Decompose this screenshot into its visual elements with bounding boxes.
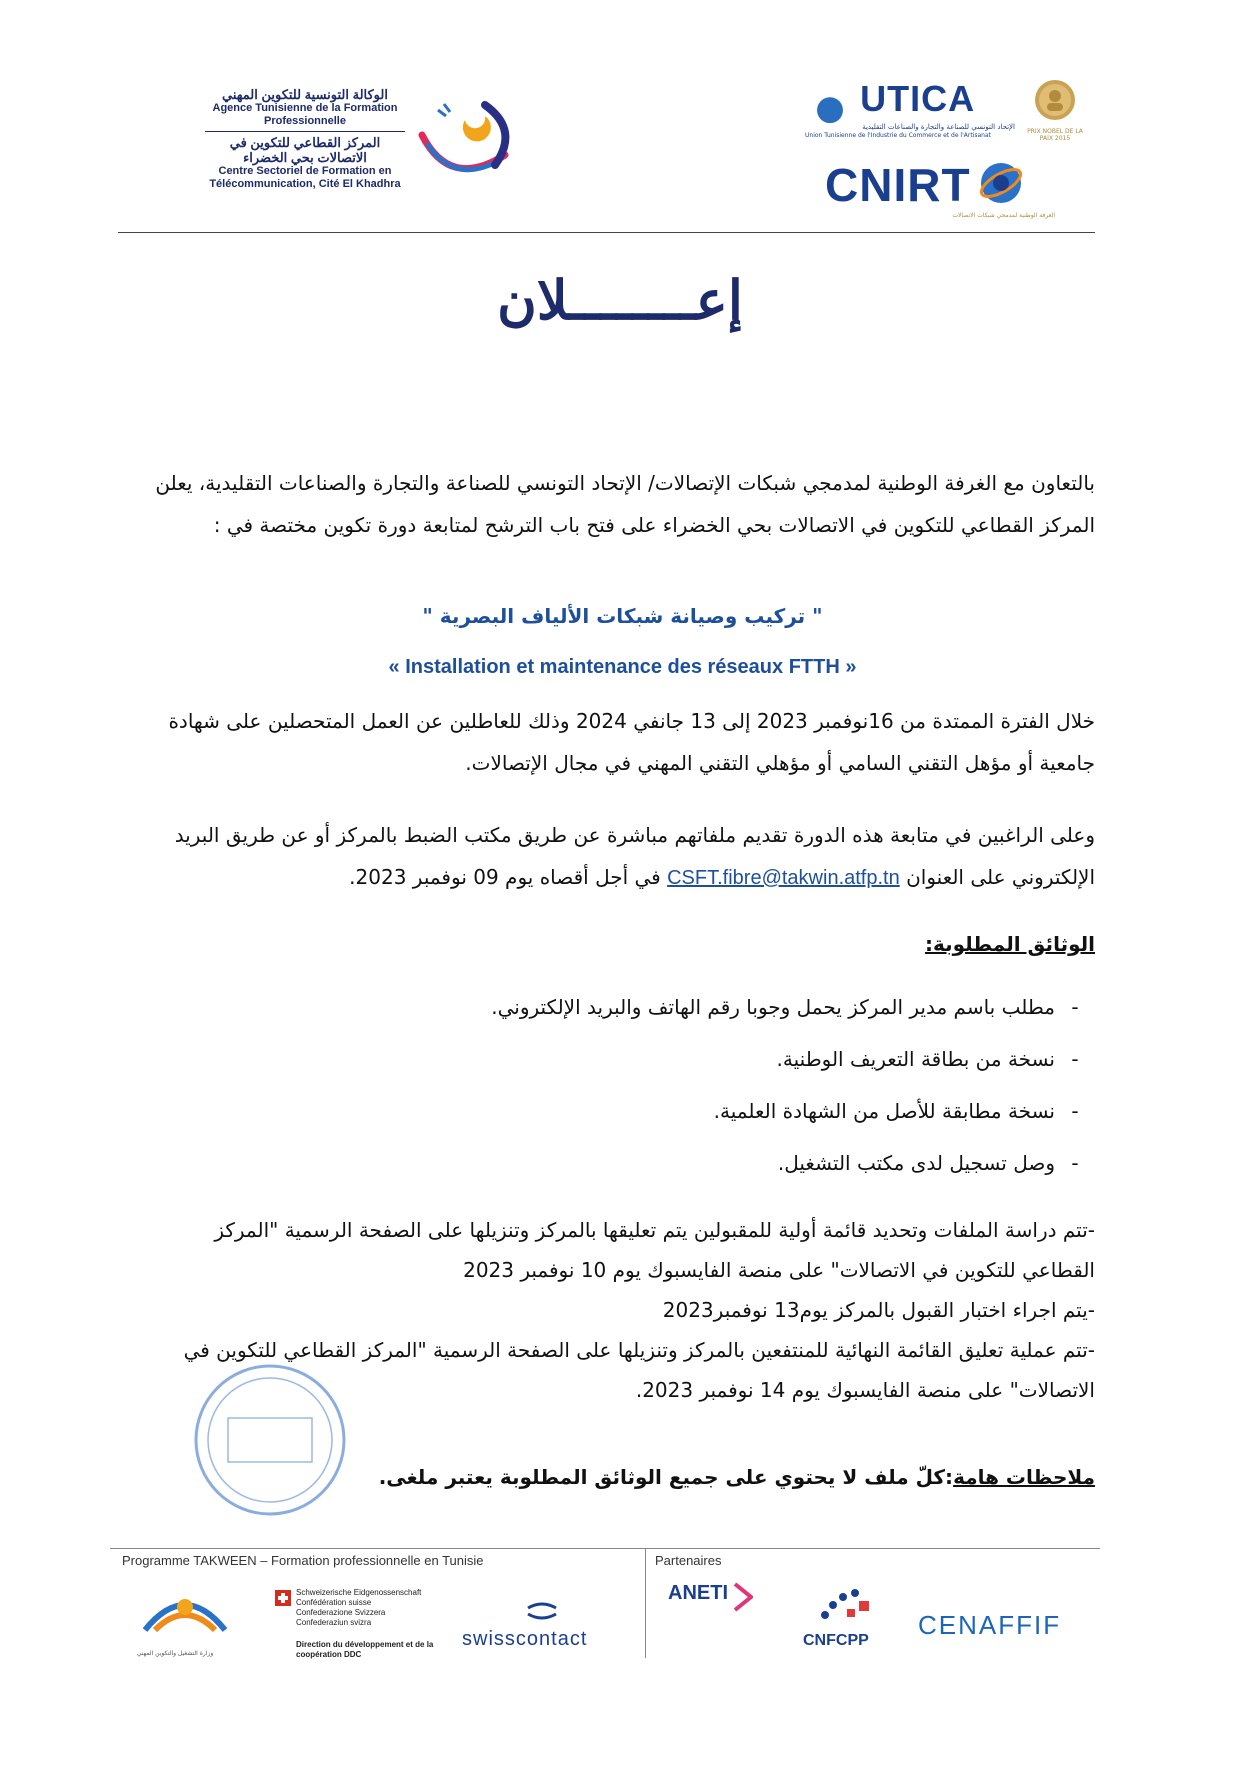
aneti-logo [668, 1582, 753, 1612]
swiss-ddc: Direction du développement et de la coopération DDC [296, 1640, 434, 1659]
swisscontact-wordmark: swisscontact [462, 1628, 588, 1650]
procedure-step: -تتم دراسة الملفات وتحديد قائمة أولية للمقبولين يتم تعليقها بالمركز وتنزيلها على الصفحة الرسمية "المركز القطاعي للتكوين في الاتصالات" على منصة الفايسبوك يوم 10 نوفمبر 2023 [214, 1218, 1095, 1282]
atfp-logo-icon [410, 90, 520, 200]
official-stamp-icon [190, 1360, 350, 1520]
utica-logo [805, 78, 1015, 140]
globe-icon [976, 158, 1026, 208]
utica-wordmark: UTICA [860, 78, 976, 119]
important-notes [150, 1465, 1095, 1489]
document-item: -نسخة مطابقة للأصل من الشهادة العلمية. [150, 1099, 1095, 1123]
takween-logo-icon [135, 1585, 235, 1645]
utica-seal-icon [805, 91, 855, 123]
agency-name-ar: الوكالة التونسية للتكوين المهني [222, 87, 388, 102]
apply-paragraph [150, 814, 1095, 899]
partners-label: Partenaires [655, 1553, 722, 1568]
announcement-title: إعــــــــلان [497, 268, 743, 332]
cnirt-subtitle: الغرفة الوطنية لمدمجي شبكات الاتصالات [952, 212, 1055, 219]
utica-subtitle-ar: الإتحاد التونسي للصناعة والتجارة والصناعات التقليدية [862, 122, 1015, 131]
center-name-ar: المركز القطاعي للتكوين في الاتصالات بحي الخضراء [229, 135, 381, 165]
procedure-step: -يتم اجراء اختبار القبول بالمركز يوم13 نوفمبر2023 [662, 1298, 1095, 1322]
course-title-fr: « Installation et maintenance des réseaux FTTH » [388, 656, 857, 678]
intro-paragraph: بالتعاون مع الغرفة الوطنية لمدمجي شبكات الإتصالات/ الإتحاد التونسي للصناعة والتجارة والصناعات التقليدية، يعلن المركز القطاعي للتكوين في الاتصالات بحي الخضراء على فتح باب الترشح لمتابعة دورة تكوين مختصة في : [155, 471, 1095, 537]
footer-vertical-divider [645, 1548, 646, 1658]
ministry-caption: وزارة التشغيل والتكوين المهني [136, 1650, 214, 1657]
email-link[interactable]: CSFT.fibre@takwin.atfp.tn [667, 867, 900, 889]
utica-subtitle-fr: Union Tunisienne de l'Industrie du Commerce et de l'Artisanat [805, 131, 991, 139]
center-name-fr: Centre Sectoriel de Formation en Télécommunication, Cité El Khadhra [209, 165, 401, 190]
agency-divider [205, 131, 405, 132]
period-paragraph: خلال الفترة الممتدة من 16نوفمبر 2023 إلى 13 جانفي 2024 وذلك للعاطلين عن العمل المتحصلين على شهادة جامعية أو مؤهل التقني السامي أو مؤهلي التقني المهني في مجال الإتصالات. [168, 709, 1095, 775]
header-divider [118, 232, 1095, 233]
document-item: -مطلب باسم مدير المركز يحمل وجوبا رقم الهاتف والبريد الإلكتروني. [150, 995, 1095, 1019]
procedure-step: -تتم عملية تعليق القائمة النهائية للمنتفعين بالمركز وتنزيلها على الصفحة الرسمية "المركز القطاعي للتكوين في الاتصالات" على منصة الفايسبوك يوم 14 نوفمبر 2023. [183, 1338, 1095, 1402]
nobel-medal-icon [1033, 78, 1077, 122]
list-bullet: - [1071, 1099, 1079, 1123]
cenaffif-wordmark: CENAFFIF [918, 1610, 1062, 1640]
documents-heading: الوثائق المطلوبة: [924, 932, 1095, 956]
list-bullet: - [1071, 1047, 1079, 1071]
agency-name-fr: Agence Tunisienne de la Formation Professionnelle [212, 102, 398, 127]
apply-text-before: وعلى الراغبين في متابعة هذه الدورة تقديم ملفاتهم مباشرة عن طريق مكتب الضبط بالمركز أو عن طريق البريد الإلكتروني على العنوان [174, 823, 1095, 889]
aneti-arrow-icon [733, 1582, 753, 1612]
document-item: -نسخة من بطاقة التعريف الوطنية. [150, 1047, 1095, 1071]
nobel-text: PRIX NOBEL DE LA PAIX 2015 [1027, 128, 1083, 142]
nobel-badge [1020, 78, 1090, 142]
list-bullet: - [1071, 1151, 1079, 1175]
document-item: -وصل تسجيل لدى مكتب التشغيل. [150, 1151, 1095, 1175]
swiss-flag-icon [275, 1590, 291, 1606]
apply-text-after: في أجل أقصاه يوم 09 نوفمبر 2023. [349, 865, 661, 889]
notes-label: ملاحظات هامة [953, 1465, 1095, 1489]
swiss-confederation: Schweizerische Eidgenossenschaft Confédération suisse Confederazione Svizzera Confederaziun svizra Direction du développement et de la coopération DDC [296, 1588, 471, 1660]
program-label: Programme TAKWEEN – Formation professionnelle en Tunisie [122, 1553, 484, 1568]
cnirt-wordmark: CNIRT [825, 159, 971, 211]
cnfcpp-wordmark: CNFCPP [803, 1632, 869, 1649]
notes-text: :كلّ ملف لا يحتوي على جميع الوثائق المطلوبة يعتبر ملغى. [378, 1465, 954, 1489]
footer-divider [110, 1548, 1100, 1549]
cnirt-logo [825, 158, 1055, 220]
list-bullet: - [1071, 995, 1079, 1019]
swisscontact-logo-icon [522, 1600, 562, 1622]
cnfcpp-dots-icon [815, 1585, 875, 1625]
course-title-ar: " تركيب وصيانة شبكات الألياف البصرية " [422, 604, 823, 628]
agency-name-block [205, 87, 405, 191]
aneti-wordmark: ANETI [668, 1582, 728, 1604]
